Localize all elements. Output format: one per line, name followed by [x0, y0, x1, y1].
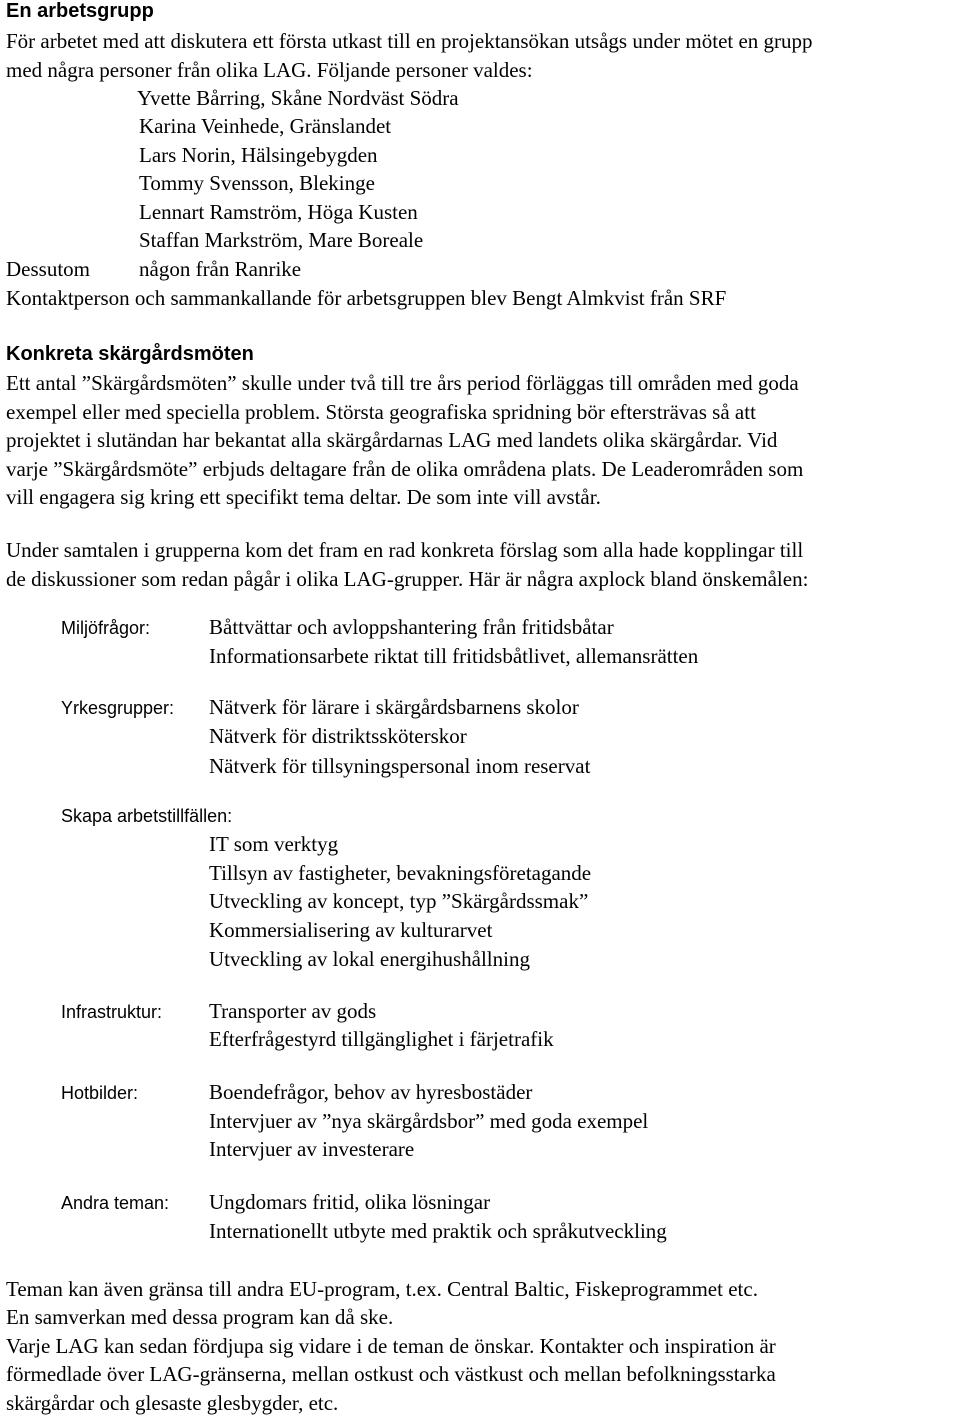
para2-line-1: Under samtalen i grupperna kom det fram en rad konkreta förslag som alla hade kopplingar till [6, 538, 804, 562]
person-3: Lars Norin, Hälsingebygden [139, 143, 378, 167]
category-label-miljofragor: Miljöfrågor: [61, 618, 151, 638]
category-item: Informationsarbete riktat till fritidsbåtlivet, allemansrätten [209, 644, 699, 668]
category-item: Efterfrågestyrd tillgänglighet i färjetrafik [209, 1027, 554, 1051]
section-heading-skargardsmoten: Konkreta skärgårdsmöten [6, 343, 254, 365]
para2-line-2: de diskussioner som redan pågår i olika LAG-grupper. Här är några axplock bland önskemålen: [6, 567, 809, 591]
closing-line-2: En samverkan med dessa program kan då ske. [6, 1305, 394, 1329]
closing-line-5: skärgårdar och glesaste glesbygder, etc. [6, 1391, 339, 1415]
person-4: Tommy Svensson, Blekinge [139, 171, 375, 195]
category-item: Internationellt utbyte med praktik och språkutveckling [209, 1219, 667, 1243]
person-5: Lennart Ramström, Höga Kusten [139, 200, 418, 224]
closing-line-3: Varje LAG kan sedan fördjupa sig vidare i de teman de önskar. Kontakter och inspiration är [6, 1334, 776, 1358]
category-label-andra-teman: Andra teman: [61, 1193, 170, 1213]
category-item: Boendefrågor, behov av hyresbostäder [209, 1080, 533, 1104]
category-label-infrastruktur: Infrastruktur: [61, 1002, 163, 1022]
person-6: Staffan Markström, Mare Boreale [139, 228, 424, 252]
category-item: Nätverk för lärare i skärgårdsbarnens skolor [209, 695, 579, 719]
category-item: Intervjuer av investerare [209, 1137, 415, 1161]
category-item: IT som verktyg [209, 832, 339, 856]
closing-line-4: förmedlade över LAG-gränserna, mellan ostkust och västkust och mellan befolkningsstarka [6, 1362, 776, 1386]
category-item: Transporter av gods [209, 999, 377, 1023]
para-line-1: Ett antal ”Skärgårdsmöten” skulle under två till tre års period förläggas till områden med goda [6, 371, 799, 395]
contact-line: Kontaktperson och sammankallande för arbetsgruppen blev Bengt Almkvist från SRF [6, 286, 727, 310]
para-line-3: projektet i slutändan har bekantat alla skärgårdarnas LAG med landets olika skärgårdar. Vid [6, 428, 778, 452]
category-label-hotbilder: Hotbilder: [61, 1083, 139, 1103]
category-item: Båttvättar och avloppshantering från fritidsbåtar [209, 615, 614, 639]
category-item: Ungdomars fritid, olika lösningar [209, 1190, 491, 1214]
intro-line-2: med några personer från olika LAG. Följande personer valdes: [6, 58, 533, 82]
category-item: Intervjuer av ”nya skärgårdsbor” med goda exempel [209, 1109, 649, 1133]
intro-line-1: För arbetet med att diskutera ett första utkast till en projektansökan utsågs under mötet en grupp [6, 29, 813, 53]
person-2: Karina Veinhede, Gränslandet [139, 114, 392, 138]
person-1: Yvette Bårring, Skåne Nordväst Södra [137, 86, 459, 110]
para-line-5: vill engagera sig kring ett specifikt tema deltar. De som inte vill avstår. [6, 485, 601, 509]
category-item: Kommersialisering av kulturarvet [209, 918, 493, 942]
closing-line-1: Teman kan även gränsa till andra EU-program, t.ex. Central Baltic, Fiskeprogrammet etc. [6, 1277, 758, 1301]
category-item: Utveckling av koncept, typ ”Skärgårdssmak” [209, 889, 589, 913]
category-item: Nätverk för tillsyningspersonal inom reservat [209, 754, 591, 778]
dessutom-value: någon från Ranrike [139, 257, 302, 281]
dessutom-label: Dessutom [6, 257, 90, 281]
para-line-2: exempel eller med speciella problem. Största geografiska spridning bör eftersträvas så att [6, 400, 756, 424]
para-line-4: varje ”Skärgårdsmöte” erbjuds deltagare från de olika områdena plats. De Leaderområden som [6, 457, 804, 481]
section-heading-arbetsgrupp: En arbetsgrupp [6, 0, 154, 22]
category-item: Tillsyn av fastigheter, bevakningsföretagande [209, 861, 592, 885]
category-label-skapa-arbetstillfallen: Skapa arbetstillfällen: [61, 806, 233, 826]
category-item: Nätverk för distriktssköterskor [209, 724, 467, 748]
category-label-yrkesgrupper: Yrkesgrupper: [61, 698, 175, 718]
category-item: Utveckling av lokal energihushållning [209, 947, 530, 971]
